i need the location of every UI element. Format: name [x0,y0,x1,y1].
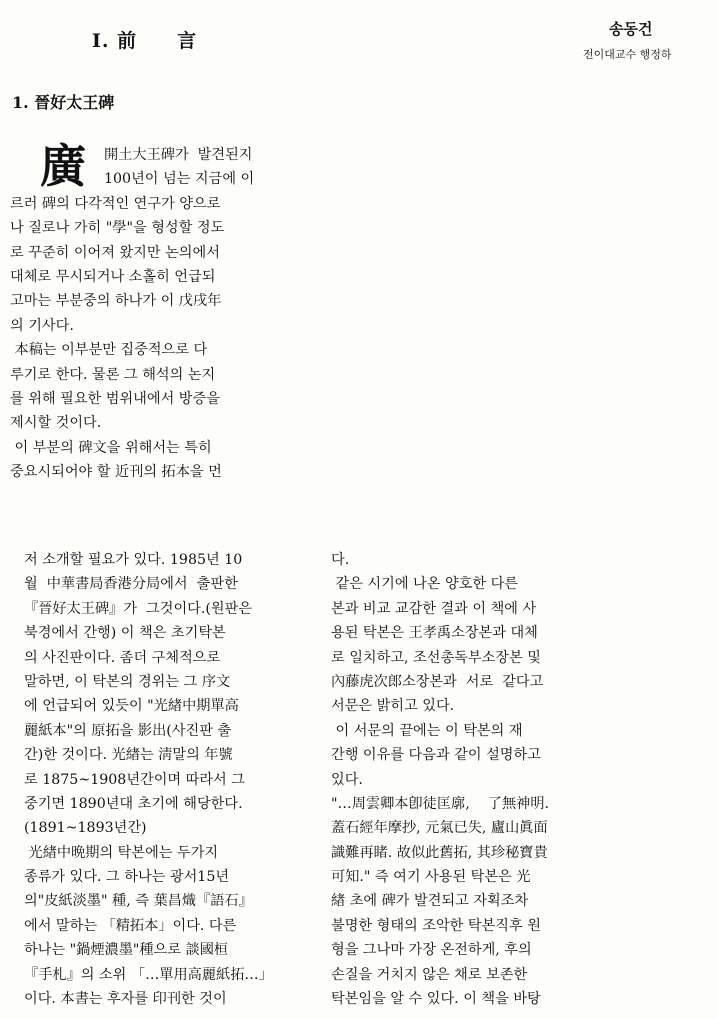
text-line: 『晉好太王碑』가 그것이다.(원판은 [24,600,253,617]
text-line: 의 기사다. [10,317,74,334]
text-line: 월 中華書局香港分局에서 출판한 [24,576,238,593]
text-line: 용된 탁본은 王孝禹소장본과 대체 [331,625,538,642]
text-line: 로 일치하고, 조선총독부소장본 및 [331,649,541,666]
text-line: 에 언급되어 있듯이 "光緖中期單高 [24,698,239,715]
intro-column [10,143,254,484]
text-line: 저 소개할 필요가 있다. 1985년 10 [24,552,243,568]
text-line: 종류가 있다. 그 하나는 광서15년 [24,869,230,886]
text-line: 內藤虎次郎소장본과 서로 같다고 [331,673,544,690]
text-line: 蓋石經年摩抄, 元氣已失, 廬山眞面 [331,820,548,837]
text-line: 의"皮紙淡墨" 種, 즉 葉昌熾『語石』 [24,893,253,910]
text-line: 북경에서 간행) 이 책은 초기탁본 [24,625,226,642]
text-line: 고마는 부분중의 하나가 이 戊戌年 [10,293,222,310]
text-line: 서문은 밝히고 있다. [331,698,455,715]
text-line: 제시할 것이다. [10,415,102,432]
text-line: 識難再睹. 故似此舊拓, 其珍秘寶貴 [331,844,548,861]
text-line: 하나는 "鍋煙濃墨"種으로 談國桓 [24,942,229,959]
text-line: 같은 시기에 나온 양호한 다른 [331,576,519,593]
text-line: 대체로 무시되거나 소홀히 언급되 [10,268,216,285]
text-line: (1891~1893년간) [24,820,147,837]
text-line: "…周雲卿本卽徒匡廓, 了無神明. [331,795,550,812]
text-line: 『手札』의 소위 「…單用高麗紙拓…」 [24,966,273,983]
text-line: 로 1875~1908년간이며 따라서 그 [24,771,245,788]
text-line: 형을 그나마 가장 온전하게, 후의 [331,942,532,959]
author-affiliation: 전이대교수 행정하 [583,48,672,61]
text-line: 손질을 거치지 않은 채로 보존한 [331,966,528,983]
section-heading: I. 前 言 [92,30,198,52]
text-line: 로 꾸준히 이어져 왔지만 논의에서 [10,244,220,261]
text-line: 간)한 것이다. 光緖는 淸말의 年號 [24,747,233,764]
text-line: 말하면, 이 탁본의 경위는 그 序文 [24,673,231,690]
text-line: 를 위해 필요한 범위내에서 방증을 [10,390,220,407]
text-line: 이 서문의 끝에는 이 탁본의 재 [331,722,523,739]
text-line: 중요시되어야 할 近刊의 拓本을 먼 [10,464,222,481]
text-line: 開土大王碑가 발견된지 [104,147,253,163]
text-line: 탁본임을 알 수 있다. 이 책을 바탕 [331,991,541,1008]
text-line: 불명한 형태의 조악한 탁본직후 원 [331,917,541,934]
text-line: 루기로 한다. 물론 그 해석의 논지 [10,366,216,383]
drop-cap: 廣 [40,139,86,193]
text-line: 可知." 즉 여기 사용된 탁본은 光 [331,869,531,886]
text-line: 다. [331,552,350,568]
body-column-right [331,548,549,1011]
text-line: 나 질로나 가히 "學"을 형성할 정도 [10,220,225,237]
text-line: 르러 碑의 다각적인 연구가 양으로 [10,195,221,212]
text-line: 있다. [331,771,363,788]
text-line: 緖 초에 碑가 발견되고 자획조차 [331,893,529,910]
text-line: 100년이 넘는 지금에 이 [104,171,255,188]
body-column-left [24,548,273,1011]
text-line: 이다. 本書는 후자를 印刊한 것이 [24,991,227,1008]
author-name: 송동건 [609,20,653,38]
text-line: 光緖中晩期의 탁본에는 두가지 [24,844,219,861]
text-line: 본과 비교 교감한 결과 이 책에 사 [331,600,537,617]
text-line: 本稿는 이부분만 집중적으로 다 [10,342,208,359]
subsection-title: 1. 晉好太王碑 [12,93,115,112]
text-line: 의 사진판이다. 좀더 구체적으로 [24,649,221,666]
text-line: 에서 말하는 「精拓本」이다. 다른 [24,917,237,934]
text-line: 중기면 1890년대 초기에 해당한다. [24,795,243,812]
text-line: 麗紙本"의 原拓을 影出(사진판 출 [24,722,232,739]
text-line: 간행 이유를 다음과 같이 설명하고 [331,747,541,764]
text-line: 이 부분의 碑文을 위해서는 특히 [10,439,212,456]
